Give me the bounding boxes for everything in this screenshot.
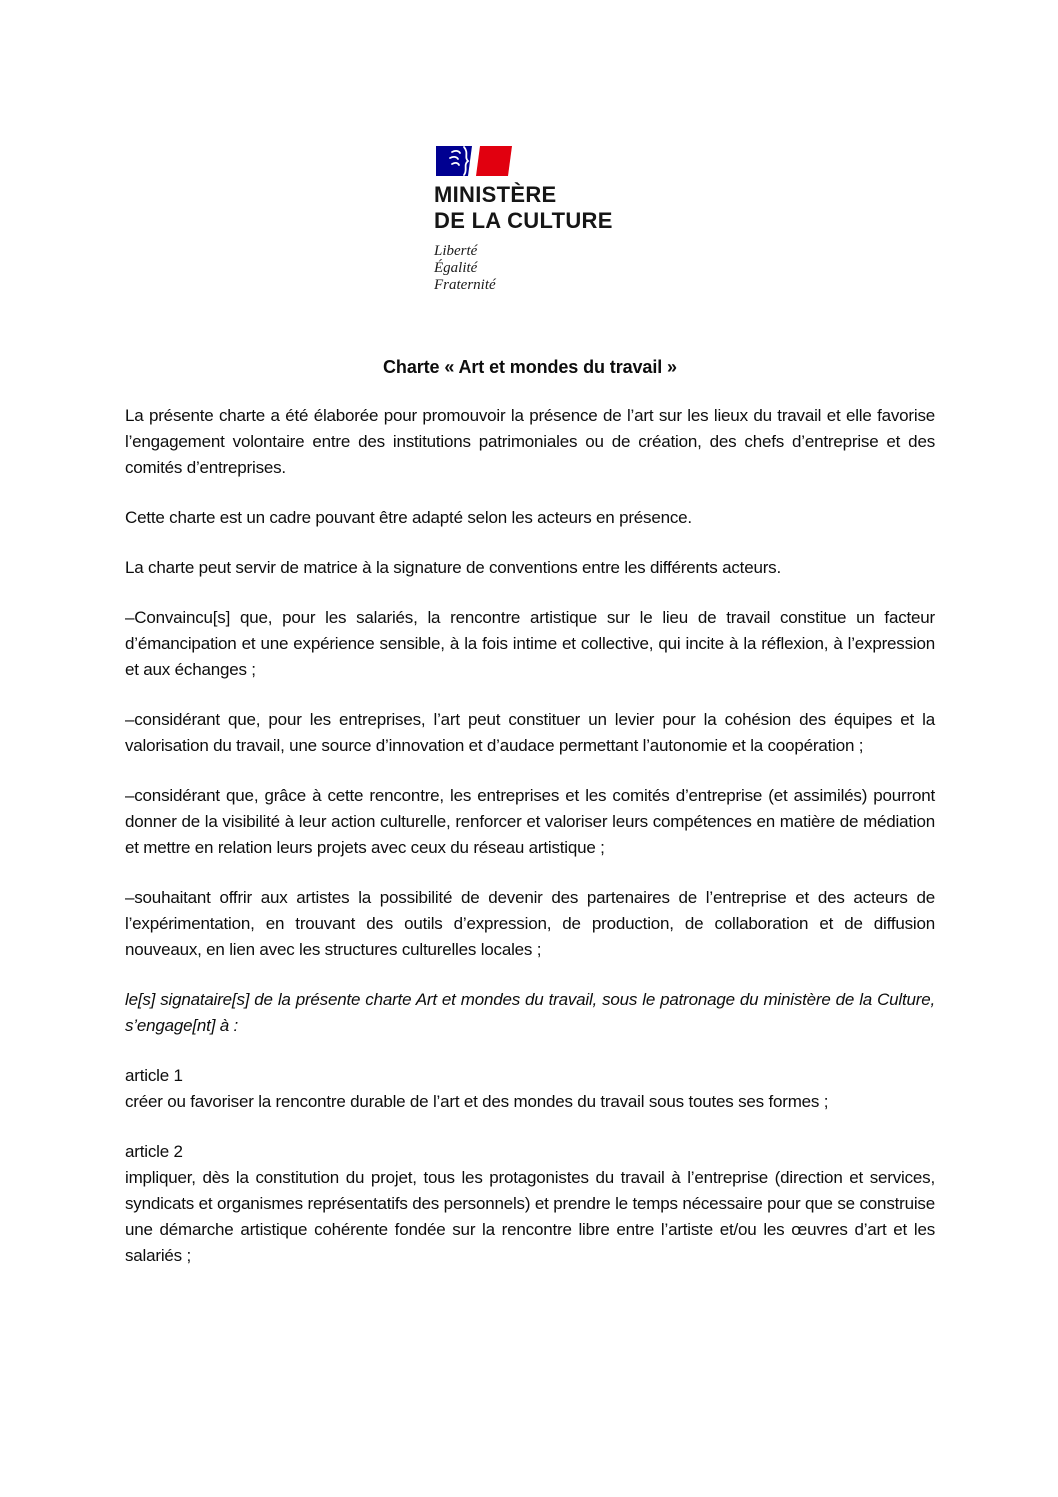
article-1: [125, 1063, 935, 1115]
matrix-paragraph: La charte peut servir de matrice à la signature de conventions entre les différents acteurs.: [125, 558, 781, 577]
article-2-label: article 2: [125, 1142, 183, 1161]
ministry-logo: [434, 145, 613, 294]
ministry-name-line1: MINISTÈRE: [434, 182, 557, 207]
article-2-text: impliquer, dès la constitution du projet, tous les protagonistes du travail à l’entreprise (direction et services, syndicats et organismes représentatifs des personnels) et prendre le temps nécessaire pour que se construise une démarche artistique cohérente fondée sur la rencontre libre entre l’artiste et/ou les œuvres d’art et les salariés ;: [125, 1168, 935, 1265]
article-1-text: créer ou favoriser la rencontre durable de l’art et des mondes du travail sous toutes ses formes ;: [125, 1092, 829, 1111]
signatory-clause: le[s] signataire[s] de la présente charte Art et mondes du travail, sous le patronage du ministère de la Culture, s’engage[nt] à :: [125, 990, 935, 1035]
clause-considerant-rencontre: –considérant que, grâce à cette rencontre, les entreprises et les comités d’entreprise (et assimilés) pourront donner de la visibilité à leur action culturelle, renforcer et valoriser leurs compétences en matière de médiation et mettre en relation leurs projets avec ceux du réseau artistique ;: [125, 786, 935, 857]
clause-considerant-entreprises: –considérant que, pour les entreprises, l’art peut constituer un levier pour la cohésion des équipes et la valorisation du travail, une source d’innovation et d’audace permettant l’autonomie et la coopération ;: [125, 710, 935, 755]
clause-convaincus: –Convaincu[s] que, pour les salariés, la rencontre artistique sur le lieu de travail constitue un facteur d’émancipation et une expérience sensible, à la fois intime et collective, qui incite à la réflexion, à l’expression et aux échanges ;: [125, 608, 935, 679]
ministry-name: [434, 182, 613, 234]
motto-liberte: Liberté: [434, 243, 478, 259]
charter-title: Charte « Art et mondes du travail »: [383, 357, 677, 377]
article-1-label: article 1: [125, 1066, 183, 1085]
clause-souhaitant: –souhaitant offrir aux artistes la possibilité de devenir des partenaires de l’entreprise et des acteurs de l’expérimentation, en trouvant des outils d’expression, de production, de collaboration et de diffusion nouveaux, en lien avec les structures culturelles locales ;: [125, 888, 935, 959]
french-flag-icon: [435, 145, 513, 177]
intro-paragraph: La présente charte a été élaborée pour promouvoir la présence de l’art sur les lieux du travail et elle favorise l’engagement volontaire entre des institutions patrimoniales ou de création, des chefs d’entreprise et des comités d’entreprises.: [125, 406, 935, 477]
ministry-name-line2: DE LA CULTURE: [434, 208, 613, 233]
scope-paragraph: Cette charte est un cadre pouvant être adapté selon les acteurs en présence.: [125, 508, 692, 527]
flag-red-shape: [476, 146, 512, 176]
motto-fraternite: Fraternité: [434, 277, 496, 293]
motto-egalite: Égalité: [434, 260, 478, 276]
charter-content: [125, 355, 935, 1293]
article-2: [125, 1139, 935, 1269]
republic-motto: [434, 243, 613, 294]
